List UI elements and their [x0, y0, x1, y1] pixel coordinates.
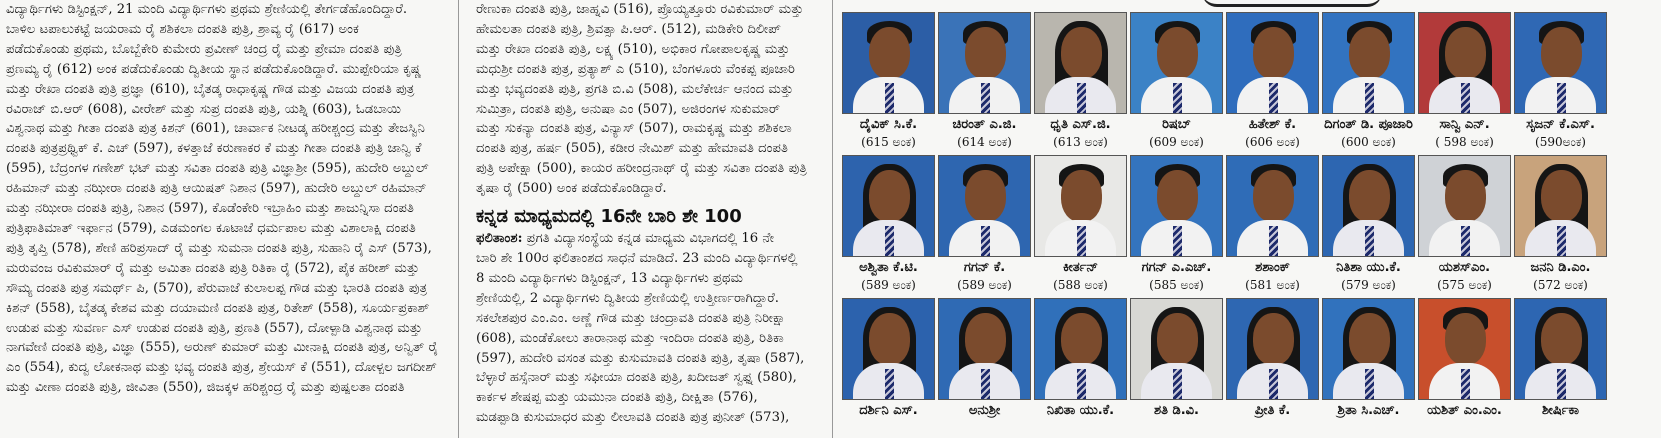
student-card — [1322, 155, 1415, 293]
paragraph-line: ಸೌಮ್ಯ ದಂಪತಿ ಪುತ್ರ ಸಮರ್ಥ್ ಪಿ, (570), ಪೆರುವಾಜೆ ಕುಲಾಲಪ್ಪ ಗೌಡ ಮತ್ತು ಭಾರತಿ ದಂಪತಿ ಪುತ್ರ — [6, 280, 428, 296]
student-photo — [1322, 12, 1415, 114]
student-name: ಯಶಸ್ಎಂ. — [1438, 260, 1491, 275]
student-name: ಶ್ರಿತಾ ಸಿ.ಎಚ್. — [1337, 403, 1400, 418]
student-card — [842, 155, 935, 293]
student-card — [1322, 12, 1415, 150]
paragraph-line: (608), ಮಂಡೆಕೋಲು ತಾರಾನಾಥ ಮತ್ತು ಇಂದಿರಾ ದಂಪತಿ ಪುತ್ರಿ, ರಿತಿಕಾ — [476, 330, 784, 346]
student-card — [1418, 298, 1511, 420]
student-marks: (600 ಅಂಕ) — [1341, 135, 1396, 149]
student-marks: (572 ಅಂಕ) — [1533, 278, 1588, 292]
paragraph-line: ಮತ್ತು ಭವ್ಯದಂಪತಿ ಪುತ್ರಿ, ಪ್ರಗತಿ ಬಿ.ವಿ (508), ಮಲೆಕೇರ್ಚ ಆನಂದ ಮತ್ತು — [476, 81, 794, 97]
paragraph-line: ರಹಿಮಾನ್ ಮತ್ತು ನಝೀರಾ ದಂಪತಿ ಪುತ್ರಿ ಆಯಿಷತ್ ನಿಶಾನ (597), ಹುದೇರಿ ಅಬ್ದುಲ್ ರಹಿಮಾನ್ — [6, 181, 427, 197]
paragraph-line: ಬಾಳಿಲ ಟಪಾಲುಕಟ್ಟೆ ಜಯರಾಮ ರೈ ಶಶಿಕಲಾ ದಂಪತಿ ಪುತ್ರಿ, ಶ್ರಾವ್ಯ ರೈ (617) ಅಂಕ — [6, 21, 359, 37]
student-photo — [938, 12, 1031, 114]
student-name: ಜನನಿ ಡಿ.ಎಂ. — [1530, 260, 1591, 275]
student-photo — [842, 298, 935, 400]
paragraph-line: (595), ಬೆದ್ರಂಗಳ ಗಣೇಶ್ ಭಟ್ ಮತ್ತು ಸವಿತಾ ದಂಪತಿ ಪುತ್ರಿ ವಿಜ್ಞಾಶ್ರೀ (595), ಹುದೇರಿ ಅಬ್ದುಲ್ — [6, 161, 429, 177]
paragraph-line: ಮತ್ತು ವೀಣಾ ದಂಪತಿ ಪುತ್ರಿ, ಜೀವಿತಾ (550), ಜಿಜಕ್ಕಳ ಹರಿಶ್ಚಂದ್ರ ರೈ ಮತ್ತು ಪುಷ್ಪಲತಾ ದಂಪತಿ — [6, 380, 405, 396]
article-paragraph — [6, 0, 440, 398]
student-card — [938, 155, 1031, 293]
student-card — [938, 298, 1031, 420]
student-marks: (606 ಅಂಕ) — [1245, 135, 1300, 149]
article-paragraph-top — [476, 0, 820, 199]
student-marks: (588 ಅಂಕ) — [1053, 278, 1108, 292]
student-photo-grid — [842, 0, 1661, 438]
student-name: ಕೀರ್ತನ್ — [1063, 260, 1098, 275]
student-photo — [842, 155, 935, 257]
paragraph-line: ಮತ್ತು ರೇಖಾ ದಂಪತಿ ಪುತ್ರಿ, ಲಕ್ಷ್ಯ (510), ಅಭಿಕಾರ ಗೋಪಾಲಕೃಷ್ಣ ಮತ್ತು — [476, 41, 790, 57]
student-card — [842, 298, 935, 420]
student-card — [1034, 155, 1127, 293]
section-heading — [476, 205, 820, 229]
student-marks: (613 ಅಂಕ) — [1053, 135, 1108, 149]
student-photo — [1514, 155, 1607, 257]
student-marks: (589 ಅಂಕ) — [861, 278, 916, 292]
paragraph-line: ಕಿಶನ್ (558), ಬೈತಡ್ಕ ಕೇಶವ ಮತ್ತು ದಯಾಮಣಿ ದಂಪತಿ ಪುತ್ರ, ರಿತೇಶ್ (558), ಸೂರ್ಯಪ್ರಕಾಶ್ — [6, 300, 430, 316]
student-photo — [1226, 298, 1319, 400]
student-photo — [1226, 155, 1319, 257]
student-photo — [1322, 298, 1415, 400]
paragraph-line: ಉಡುಪ ಮತ್ತು ಸುವರ್ಣ ಎಸ್ ಉಡುಪ ದಂಪತಿ ಪುತ್ರಿ, ಪ್ರಣತಿ (557), ದೋಳ್ಪಾಡಿ ವಿಶ್ವನಾಥ ಮತ್ತು — [6, 320, 423, 336]
student-marks: (590ಅಂಕ) — [1535, 135, 1586, 149]
paragraph-line: ರೇಣುಕಾ ದಂಪತಿ ಪುತ್ರಿ, ಜಾಹ್ನವಿ (516), ಪ್ರೊಯ್ಯತ್ತೂರು ರವಿಕುಮಾರ್ ಮತ್ತು — [476, 2, 804, 17]
student-marks: (614 ಅಂಕ) — [957, 135, 1012, 149]
student-card — [1226, 298, 1319, 420]
student-name: ಶತಿ ಡಿ.ವಿ. — [1154, 403, 1199, 418]
student-photo — [1514, 12, 1607, 114]
paragraph-line: ದಂಪತಿ ಪುತ್ರ, ಹರ್ಷ (505), ಕಡೀರ ನೇಮಿಶ್ ಮತ್ತು ಹೇಮಾವತಿ ದಂಪತಿ — [476, 141, 788, 157]
student-card — [1226, 12, 1319, 150]
column-divider — [832, 0, 833, 438]
heading-lead-line — [476, 229, 820, 249]
paragraph-line: ಪ್ರಣಮ್ಯ ರೈ (612) ಅಂಕ ಪಡೆದುಕೊಂಡು ದ್ವಿತೀಯ ಸ್ಥಾನ ಪಡೆದುಕೊಂಡಿದ್ದಾರೆ. ಮುಪ್ಪೇರಿಯಾ ಕೃಷ್ಣ — [6, 61, 422, 77]
student-card — [1034, 298, 1127, 420]
student-name: ದರ್ಶಿನಿ ಎಸ್. — [859, 403, 918, 418]
student-photo — [1034, 12, 1127, 114]
student-name: ಯಶಿತ್ ಎಂ.ಎಂ. — [1427, 403, 1502, 418]
article-paragraph-bottom — [476, 229, 820, 428]
student-photo — [1418, 298, 1511, 400]
student-photo — [1034, 298, 1127, 400]
student-card — [1418, 155, 1511, 293]
student-card — [938, 12, 1031, 150]
heading-text: ಕನ್ನಡ ಮಾಧ್ಯಮದಲ್ಲಿ 16ನೇ ಬಾರಿ ಶೇ 100 — [476, 206, 742, 228]
student-name: ರಿಷಬ್ — [1162, 117, 1191, 132]
paragraph-line: ಪುತ್ರಿಫಾತಿಮಾತ್ ಇರ್ಫಾನ (579), ಎಡಮಂಗಲ ಕೂಟಾಜೆ ಧರ್ಮಪಾಲ ಮತ್ತು ವಿಶಾಲಾಕ್ಷಿ ದಂಪತಿ — [6, 220, 416, 236]
article-column-1 — [0, 0, 444, 438]
student-card — [1418, 12, 1511, 150]
paragraph-line: ಶ್ರೇಣಿಯಲ್ಲಿ, 2 ವಿದ್ಯಾರ್ಥಿಗಳು ದ್ವಿತೀಯ ಶ್ರೇಣಿಯಲ್ಲಿ ಉತ್ತೀರ್ಣರಾಗಿದ್ದಾರೆ. — [476, 290, 779, 306]
paragraph-line: ಪಡೆದುಕೊಂಡು ಪ್ರಥಮ, ಬೊಬ್ಬೆಕೇರಿ ಕುಮೇರು ಪ್ರವೀಣ್ ಚಂದ್ರ ರೈ ಮತ್ತು ಪ್ರೇಮಾ ದಂಪತಿ ಪುತ್ರಿ — [6, 41, 402, 57]
heading-lead: ಫಲಿತಾಂಶ: — [476, 231, 523, 247]
paragraph-line: ಹೇಮಲತಾ ದಂಪತಿ ಪುತ್ರಿ, ಶ್ರಿವತ್ಸಾ ಪಿ.ಆರ್. (512), ಮಡಿಕೇರಿ ದಿಲೀಪ್ — [476, 21, 781, 37]
student-name: ಹಿತೇಶ್ ಕೆ. — [1248, 117, 1297, 132]
student-marks: ( 598 ಅಂಕ) — [1435, 135, 1494, 149]
student-card — [1514, 155, 1607, 293]
student-card — [1130, 12, 1223, 150]
paragraph-line: ಮರುವಂಜ ರವಿಕುಮಾರ್ ರೈ ಮತ್ತು ಅಮಿತಾ ದಂಪತಿ ಪುತ್ರಿ ರಿತಿಕಾ ರೈ (572), ಪೈಕ ಹರೀಶ್ ಮತ್ತು — [6, 260, 420, 276]
student-photo — [938, 298, 1031, 400]
student-card — [1514, 298, 1607, 420]
paragraph-line: ಕಾರ್ಕಳ ಶೇಷಪ್ಪ ಮತ್ತು ಯಮುನಾ ದಂಪತಿ ಪುತ್ರಿ, ದೀಕ್ಷಿತಾ (576), — [476, 390, 758, 406]
paragraph-line: ಪುತ್ರಿ ತೃಪ್ತಿ (578), ಶೇಣಿ ಹರಿಪ್ರಸಾದ್ ರೈ ಮತ್ತು ಸುಮನಾ ದಂಪತಿ ಪುತ್ರಿ, ಸುಹಾನಿ ರೈ ಎಸ್ (573), — [6, 240, 432, 256]
paragraph-line: ಪ್ರಗತಿ ವಿದ್ಯಾಸಂಸ್ಥೆಯ ಕನ್ನಡ ಮಾಧ್ಯಮ ವಿಭಾಗದಲ್ಲಿ 16 ನೇ — [526, 231, 775, 247]
paragraph-line: ತೃಷಾ ರೈ (500) ಅಂಕ ಪಡೆದುಕೊಂಡಿದ್ದಾರೆ. — [476, 181, 667, 197]
student-card — [842, 12, 935, 150]
student-photo — [1418, 12, 1511, 114]
student-name: ಅನುಶ್ರೀ — [968, 403, 1001, 418]
paragraph-line: ಮತ್ತು ನಝೀರಾ ದಂಪತಿ ಪುತ್ರಿ, ನಿಶಾನ (597), ಕೊಡೆಂಕೇರಿ ಇಬ್ರಾಹಿಂ ಮತ್ತು ಶಾಜುನ್ನಿಸಾ ದಂಪತಿ — [6, 201, 414, 217]
paragraph-line: ಮತ್ತು ಸುಕನ್ಯಾ ದಂಪತಿ ಪುತ್ರ, ವಿನ್ಯಾಸ್ (507), ರಾಮಕೃಷ್ಣ ಮತ್ತು ಶಶಿಕಲಾ — [476, 121, 792, 137]
student-name: ಗಗನ್ ಎ.ಎಚ್. — [1141, 260, 1212, 275]
paragraph-line: ಪುತ್ರಿ ಅಪೇಕ್ಷಾ (500), ಕಾಯರ ಹರೀಂದ್ರನಾಥ್ ರೈ ಮತ್ತು ಸವಿತಾ ದಂಪತಿ ಪುತ್ರಿ — [476, 161, 807, 177]
student-marks: (581 ಅಂಕ) — [1245, 278, 1300, 292]
article-column-2 — [472, 0, 824, 438]
student-photo — [1130, 298, 1223, 400]
paragraph-line: ರವಿರಾಜ್ ಬಿ.ಆರ್ (608), ವೀರೇಶ್ ಮತ್ತು ಸುಪ್ರ ದಂಪತಿ ಪುತ್ರಿ, ಯಶ್ನಿ (603), ಓಡಬಾಯಿ — [6, 101, 402, 117]
paragraph-line: ಬೆಳ್ಳಾರೆ ಹಸ್ಸೆನಾರ್ ಮತ್ತು ಸಫೀಯಾ ದಂಪತಿ ಪುತ್ರಿ, ಖದೀಜತ್ ಸ್ವಫ್ನ (580), — [476, 370, 797, 386]
paragraph-line: ಸಕಲೇಶಪುರ ಎಂ.ಎಂ. ಅಣ್ಣೆ ಗೌಡ ಮತ್ತು ಚಂದ್ರಾವತಿ ದಂಪತಿ ಪುತ್ರಿ ನಿರೀಕ್ಷಾ — [476, 310, 786, 326]
student-name: ಸಾನ್ವಿ ಎನ್. — [1439, 117, 1490, 132]
student-card — [1514, 12, 1607, 150]
student-photo — [1130, 12, 1223, 114]
paragraph-line: (597), ಹುದೇರಿ ವಸಂತ ಮತ್ತು ಕುಸುಮಾವತಿ ದಂಪತಿ ಪುತ್ರಿ, ತೃಷಾ (587), — [476, 350, 805, 366]
student-marks: (615 ಅಂಕ) — [861, 135, 916, 149]
student-card — [1226, 155, 1319, 293]
student-photo — [842, 12, 935, 114]
student-name: ನಿತಿಶಾ ಯು.ಕೆ. — [1336, 260, 1401, 275]
student-name: ಸೃಜನ್ ಕೆ.ಎಸ್. — [1526, 117, 1595, 132]
paragraph-line: ವಿಶ್ವನಾಥ ಮತ್ತು ಗೀತಾ ದಂಪತಿ ಪುತ್ರ ಕಿಶನ್ (601), ಚಾರ್ವಾಕ ನೀಟಡ್ಕ ಹರೀಶ್ಚಂದ್ರ ಮತ್ತು ತೇಜಸ್ವಿನಿ — [6, 121, 425, 137]
student-photo — [1130, 155, 1223, 257]
student-marks: (579 ಅಂಕ) — [1341, 278, 1396, 292]
student-name: ಶಶಾಂಕ್ — [1255, 260, 1290, 275]
student-card — [1130, 155, 1223, 293]
student-photo — [1034, 155, 1127, 257]
student-name: ಪ್ರೀತಿ ಕೆ. — [1254, 403, 1291, 418]
paragraph-line: ಬಾರಿ ಶೇ 100ರ ಫಲಿತಾಂಶದ ಸಾಧನೆ ಮಾಡಿದೆ. 23 ಮಂದಿ ವಿದ್ಯಾರ್ಥಿಗಳಲ್ಲಿ — [476, 250, 798, 266]
paragraph-line: 8 ಮಂದಿ ವಿದ್ಯಾರ್ಥಿಗಳು ಡಿಸ್ಟಿಂಕ್ಷನ್, 13 ವಿದ್ಯಾರ್ಥಿಗಳು ಪ್ರಥಮ — [476, 270, 744, 286]
paragraph-line: ಎಂ (554), ಕುದ್ವ ಲೋಕನಾಥ ಮತ್ತು ಭವ್ಯ ದಂಪತಿ ಪುತ್ರ, ಶ್ರೇಯಸ್ ಕೆ (551), ದೋಳ್ಪಲ ಜಗದೀಶ್ — [6, 360, 437, 376]
student-marks: (575 ಅಂಕ) — [1437, 278, 1492, 292]
student-marks: (585 ಅಂಕ) — [1149, 278, 1204, 292]
paragraph-line: ನಾಗವೇಣಿ ದಂಪತಿ ಪುತ್ರಿ, ವಿಜ್ಞಾ (555), ಅರುಣ್ ಕುಮಾರ್ ಮತ್ತು ಮೀನಾಕ್ಷಿ ದಂಪತಿ ಪುತ್ರ, ಅನ್ವಿತ್ ರೈ — [6, 340, 439, 356]
student-name: ಅಶ್ವಿತಾ ಕೆ.ಟಿ. — [859, 260, 918, 275]
student-photo — [1226, 12, 1319, 114]
header-ornament — [1202, 0, 1382, 7]
student-marks: (589 ಅಂಕ) — [957, 278, 1012, 292]
student-photo — [1514, 298, 1607, 400]
student-photo — [1418, 155, 1511, 257]
student-name: ಧೃತಿ ಎಸ್.ಜಿ. — [1050, 117, 1111, 132]
student-photo — [1322, 155, 1415, 257]
student-card — [1322, 298, 1415, 420]
student-card — [1034, 12, 1127, 150]
paragraph-line: ದಂಪತಿ ಪುತ್ರಪ್ರಥ್ವಿಕ್ ಕೆ. ಎಚ್ (597), ಕಳತ್ತಾಜೆ ಕರುಣಾಕರ ಕೆ ಮತ್ತು ಗೀತಾ ದಂಪತಿ ಪುತ್ರಿ ಜಾನ್ವಿ ಕೆ — [6, 141, 422, 157]
student-marks: (609 ಅಂಕ) — [1149, 135, 1204, 149]
student-card — [1130, 298, 1223, 420]
paragraph-line: ಮಧುಶ್ರೀ ದಂಪತಿ ಪುತ್ರ, ಪ್ರತ್ಯಾಶ್ ಎ (510), ಬೆಂಗಳೂರು ವೆಂಕಪ್ಪ ಪೂಜಾರಿ — [476, 61, 795, 77]
student-name: ನಿಖಿತಾ ಯು.ಕೆ. — [1046, 403, 1115, 418]
student-name: ಚಿರಂತ್ ಎ.ಜಿ. — [952, 117, 1017, 132]
student-name: ದೈವಿಕ್ ಸಿ.ಕೆ. — [859, 117, 918, 132]
paragraph-line: ಮತ್ತು ರೇಖಾ ದಂಪತಿ ಪುತ್ರಿ ಪ್ರಜ್ಞಾ (610), ಬೈತಡ್ಕ ರಾಧಾಕೃಷ್ಣ ಗೌಡ ಮತ್ತು ವಿಜಯ ದಂಪತಿ ಪುತ್ರ — [6, 81, 415, 97]
paragraph-line: ಮಡಪ್ಪಾಡಿ ಕುಸುಮಾಧರ ಮತ್ತು ಲೀಲಾವತಿ ದಂಪತಿ ಪುತ್ರ ಪುನೀತ್ (573), — [476, 410, 790, 426]
student-name: ದಿಗಂತ್ ಡಿ. ಪೂಜಾರಿ — [1324, 117, 1413, 132]
student-photo — [938, 155, 1031, 257]
paragraph-line: ವಿದ್ಯಾರ್ಥಿಗಳು ಡಿಸ್ಟಿಂಕ್ಷನ್, 21 ಮಂದಿ ವಿದ್ಯಾರ್ಥಿಗಳು ಪ್ರಥಮ ಶ್ರೇಣಿಯಲ್ಲಿ ತೇರ್ಗಡೆಹೊಂದಿದ್ದಾರೆ. — [6, 2, 408, 17]
student-name: ಶೀರ್ಷಿಕಾ — [1542, 403, 1579, 418]
column-divider — [458, 0, 459, 438]
student-name: ಗಗನ್ ಕೆ. — [963, 260, 1006, 275]
paragraph-line: ಸುಮಿತ್ರಾ, ದಂಪತಿ ಪುತ್ರಿ, ಅನುಷಾ ಎಂ (507), ಅಜಿರಂಗಳ ಸುಕುಮಾರ್ — [476, 101, 781, 117]
